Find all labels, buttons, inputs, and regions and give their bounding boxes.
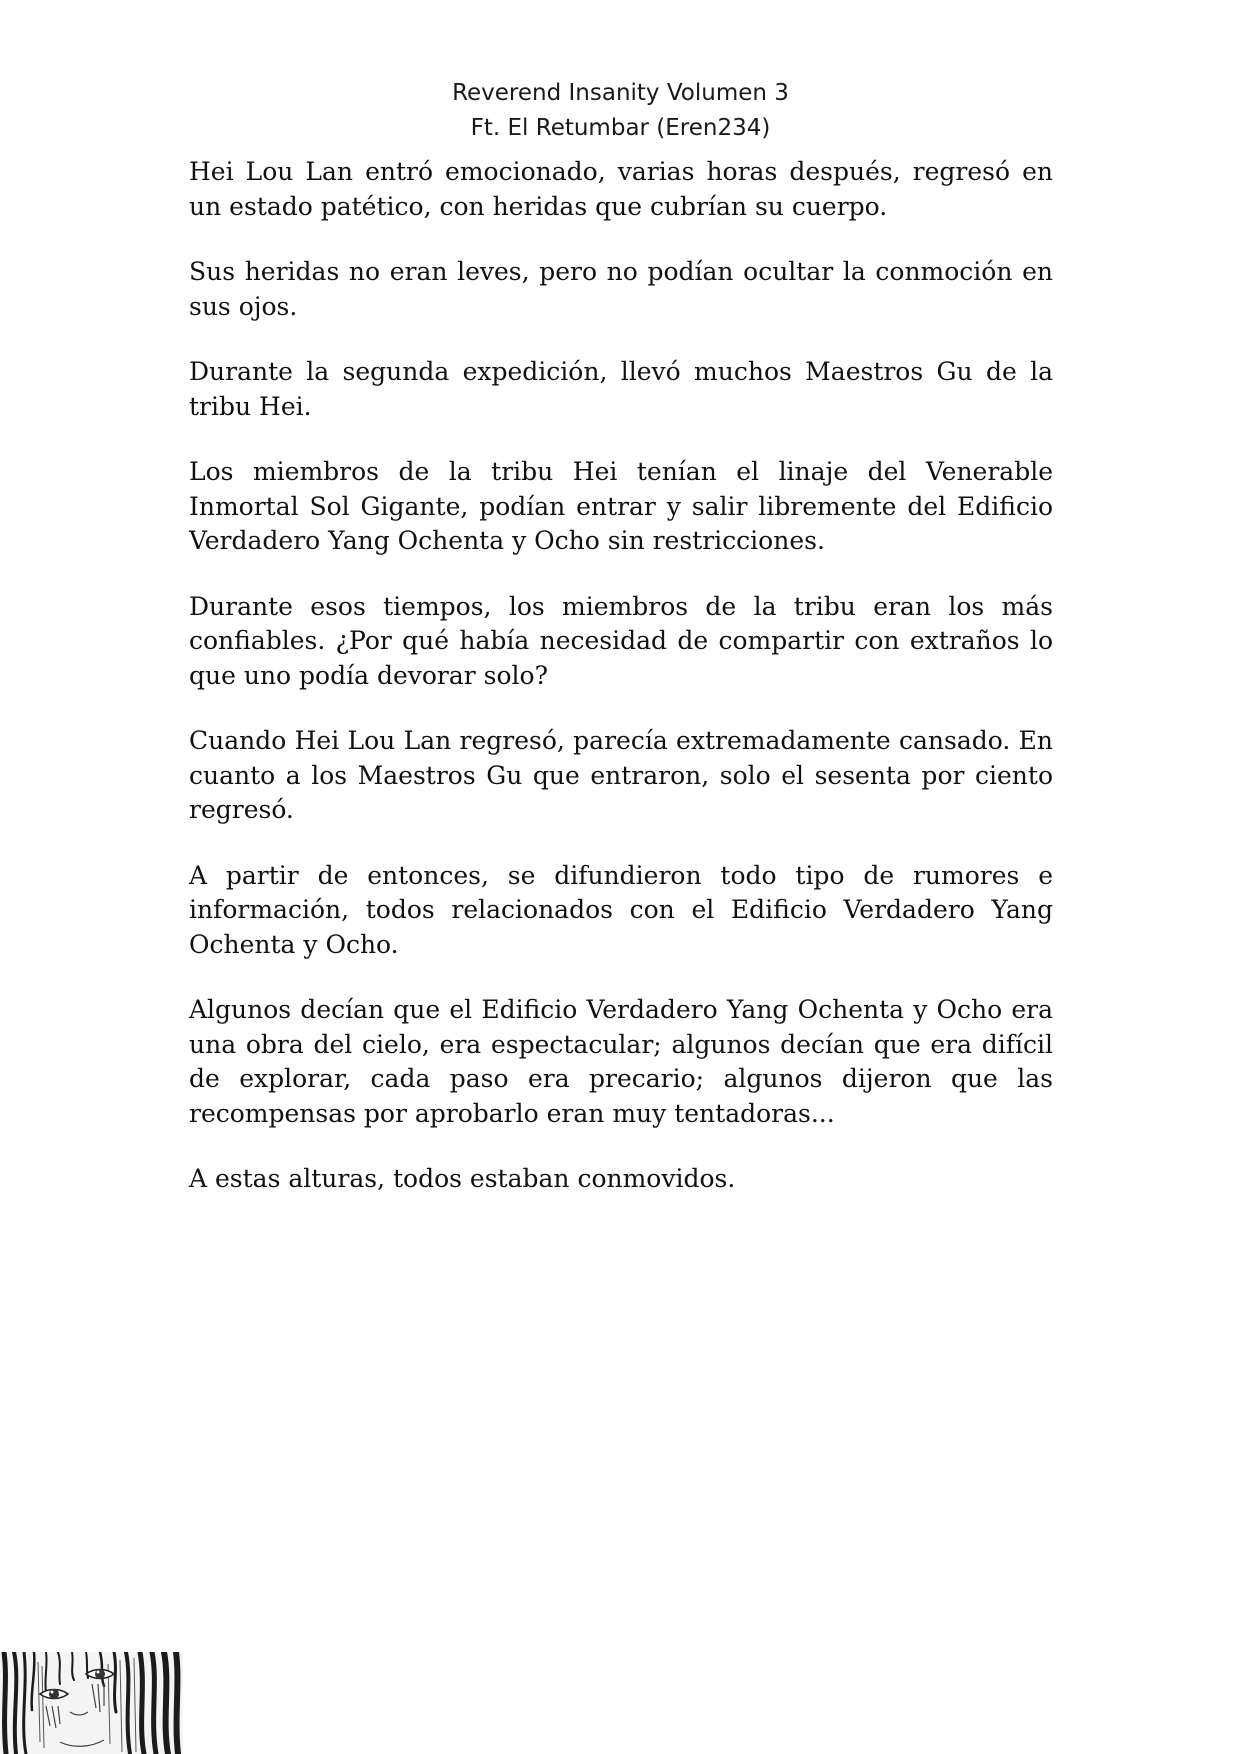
paragraph: Los miembros de la tribu Hei tenían el linaje del Venerable Inmortal Sol Gigante, podían entrar y salir libremente del Edificio Verdadero Yang Ochenta y Ocho sin restricciones. [189, 457, 1053, 555]
paragraph: Sus heridas no eran leves, pero no podían ocultar la conmoción en sus ojos. [189, 257, 1053, 321]
paragraph: A partir de entonces, se difundieron todo tipo de rumores e información, todos relacionados con el Edificio Verdadero Yang Ochenta y Ocho. [189, 860, 1053, 959]
paragraph: Cuando Hei Lou Lan regresó, parecía extremadamente cansado. En cuanto a los Maestros Gu que entraron, solo el sesenta por ciento regresó. [189, 726, 1053, 824]
paragraph: A estas alturas, todos estaban conmovidos. [189, 1164, 736, 1193]
header-credit: Ft. El Retumbar (Eren234) [470, 115, 771, 141]
paragraph: Durante la segunda expedición, llevó muchos Maestros Gu de la tribu Hei. [189, 357, 1053, 421]
manga-face-sketch-icon [0, 1652, 183, 1754]
page-header [0, 76, 1241, 146]
paragraph: Algunos decían que el Edificio Verdadero Yang Ochenta y Ocho era una obra del cielo, era espectacular; algunos decían que era difícil de explorar, cada paso era precario; algunos dijeron que las recompensas por aprobarlo eran muy tentadoras... [189, 995, 1053, 1128]
paragraph: Durante esos tiempos, los miembros de la tribu eran los más confiables. ¿Por qué había necesidad de compartir con extraños lo que uno podía devorar solo? [189, 591, 1053, 690]
body-text [189, 155, 1053, 1228]
paragraph: Hei Lou Lan entró emocionado, varias horas después, regresó en un estado patético, con heridas que cubrían su cuerpo. [189, 157, 1053, 221]
header-title: Reverend Insanity Volumen 3 [452, 80, 789, 106]
